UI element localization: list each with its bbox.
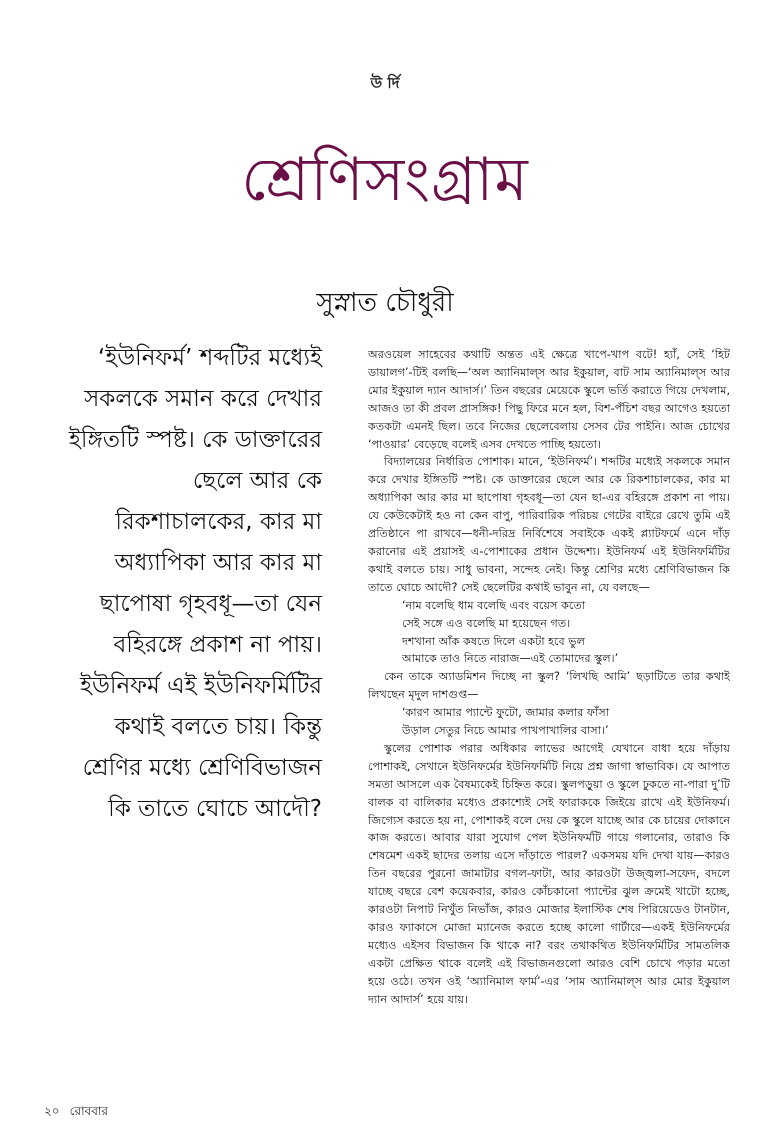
verse-line: ‘কারণ আমার প্যান্টে ফুটো, জামার কলার ফাঁসা: [402, 706, 609, 720]
author-byline: সুস্নাত চৌধুরী: [316, 288, 454, 318]
body-paragraph-4: স্কুলের পোশাক পরার অধিকার লাভের আগেই যেখানে বাধা হয়ে দাঁড়ায় পোশাকই, সেখানে ইউনিফর্মের ইউনিফর্মিটি নিয়ে প্রশ্ন জাগা স্বাভাবিক। যে আপাত সমতা আসলে এক বৈষম্যকেই চিহ্নিত করে। স্কুলপড়ুয়া ও স্কুলে ঢুকতে না-পারা দু’টি বালক বা বালিকার মধ্যেও প্রকাশ্যেই সেই ফারাককে জিইয়ে রাখে এই ইউনিফর্ম। জিগ্যেস করতে হয় না, পোশাকই বলে দেয় কে স্কুলে যাচ্ছে আর কে চায়ের দোকানে কাজ করতে। আবার যারা সুযোগ পেল ইউনিফর্মটি গায়ে গলানোর, তারাও কি শেষমেশ একই ছাদের তলায় এসে দাঁড়াতে পারল? একসময় যদি দেখা যায়—কারও তিন বছরের পুরনো জামাটার বগল-ফাটা, আর কারওটা উজ্জ্বলা-সফেদ, বদলে যাচ্ছে বছরে বেশ কয়েকবার, কারও কোঁচকানো প্যান্টের ঝুল ক্রমেই খাটো হচ্ছে, কারওটা নিপাট নিখুঁত নিভাঁজ, কারও মোজার ইলাস্টিক শেষ পিরিয়েডেও টানটান, কারও ফ্যাকাসে মোজা ম্যানেজ করতে হচ্ছে কালো গার্টারে—একই ইউনিফর্মের মধ্যেও এইসব বিভাজন কি থাকে না? বরং তথাকথিত ইউনিফর্মিটির সামতলিক একটা প্রেক্ষিত থাকে বলেই এই বিভাজনগুলো আরও বেশি চোখে পড়ার মতো হয়ে ওঠে। তখন ওই ‘অ্যানিমাল ফার্ম’-এর ‘সাম অ্যানিমাল্‌স আর মোর ইকুয়াল দ্যান আদার্স’ হয়ে যায়।: [368, 741, 730, 1006]
body-paragraph-2: বিদ্যালয়ের নির্ধারিত পোশাক। মানে, ‘ইউনিফর্ম’। শব্দটির মধ্যেই সকলকে সমান করে দেখার ইঙ্গিতটি স্পষ্ট। কে ডাক্তারের ছেলে আর কে রিকশাচালকের, কার মা অধ্যাপিকা আর কার মা ছাপোষা গৃহবধূ—তা যেন ছা-এর বহিরঙ্গে প্রকাশ না পায়। যে কেউকেটাই হও না কেন বাপু, পারিবারিক পরিচয় গেটের বাইরে রেখে তুমি এই প্রতিষ্ঠানে পা রাখবে—ধনী-দরিদ্র নির্বিশেষে সবাইকে একই প্ল্যাটফর্মে এনে দাঁড় করানোর এই প্রয়াসই এ-পোশাকের প্রধান উদ্দেশ্য। ইউনিফর্ম এই ইউনিফর্মিটির কথাই বলতে চায়। সাধু ভাবনা, সন্দেহ নেই। কিন্তু শ্রেণির মধ্যে শ্রেণিবিভাজন কি তাতে ঘোচে আদৌ? সেই ছেলেটির কথাই ভাবুন না, যে বলছে—: [368, 455, 730, 594]
pull-quote: ‘ইউনিফর্ম’ শব্দটির মধ্যেই সকলকে সমান করে দেখার ইঙ্গিতটি স্পষ্ট। কে ডাক্তারের ছেলে আর কে রিকশাচালকের, কার মা অধ্যাপিকা আর কার মা ছাপোষা গৃহবধূ—তা যেন বহিরঙ্গে প্রকাশ না পায়। ইউনিফর্ম এই ইউনিফর্মিটির কথাই বলতে চায়। কিন্তু শ্রেণির মধ্যে শ্রেণিবিভাজন কি তাতে ঘোচে আদৌ?: [68, 345, 322, 822]
verse-line: সেই সঙ্গে এও বলেছি মা হয়েছেন গত।: [402, 616, 571, 630]
verse-line: দশখানা আঁক কষতে দিলে একটা হবে ভুল: [402, 634, 585, 648]
body-paragraph-1: অরওয়েল সাহেবের কথাটি অন্তত এই ক্ষেত্রে খাপে-খাপ বটে! হ্যাঁ, সেই ‘হিট ডায়ালগ’-টিই বলছি—‘অল অ্যানিমাল্‌স আর ইকুয়াল, বাট সাম অ্যানিমাল্‌স আর মোর ইকুয়াল দ্যান আদার্স।’ তিন বছরের মেয়েকে স্কুলে ভর্তি করাতে গিয়ে দেখলাম, আজও তা কী প্রবল প্রাসঙ্গিক! পিছু ফিরে মনে হল, বিশ-পঁচিশ বছর আগেও হয়তো কতকটা এমনই ছিল। তবে নিজের ছেলেবেলায় সেসব টের পাইনি। আজ চোখের ‘পাওয়ার’ বেড়েছে বলেই এসব দেখতে পাচ্ছি হয়তো।: [368, 348, 730, 451]
page-footer: [44, 1103, 108, 1123]
verse-line: উড়াল সেতুর নিচে আমার পাখপাখালির বাসা।’: [402, 724, 609, 738]
body-paragraph-3: কেন তাকে অ্যাডমিশন দিচ্ছে না স্কুল? ‘লিখছি আমি’ ছড়াটিতে তার কথাই লিখছেন মৃদুল দাশগুপ্ত—: [368, 670, 730, 702]
article-headline: শ্রেণিসংগ্রাম: [241, 145, 529, 215]
section-kicker: উ র্দি: [370, 74, 400, 92]
article-body: [368, 346, 730, 1009]
verse-line: আমাকে তাও নিতে নারাজ—এই তোমাদের স্কুল।’: [402, 652, 619, 666]
magazine-name: রোববার: [69, 1104, 108, 1118]
page-number: ২০: [44, 1104, 60, 1118]
verse-line: ‘নাম বলেছি ধাম বলেছি এবং বয়েস কতো: [402, 598, 586, 612]
